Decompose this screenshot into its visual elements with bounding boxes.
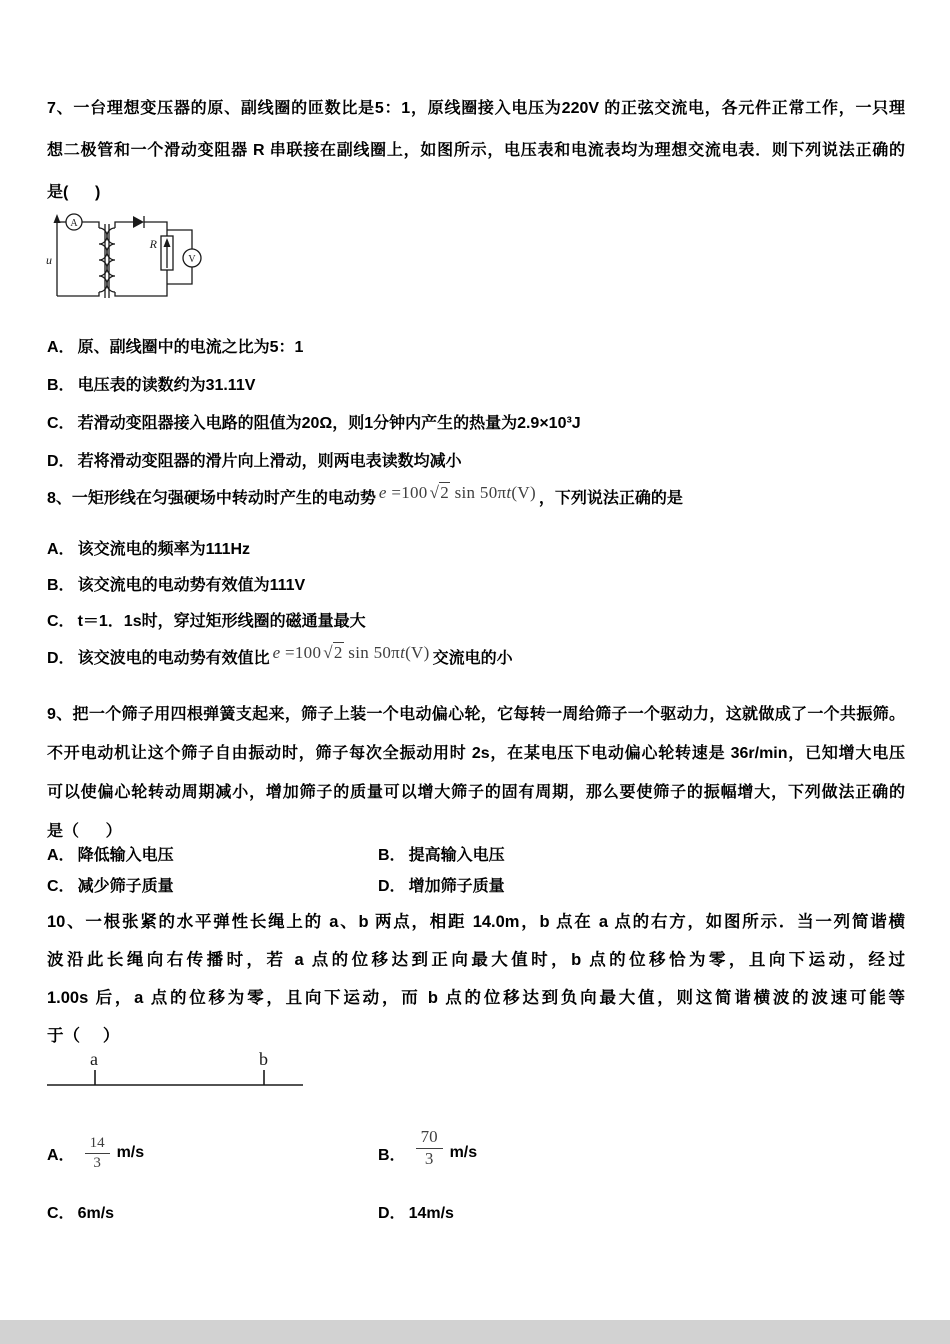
formula-radicand: 2 bbox=[440, 483, 450, 502]
q7-option-c bbox=[47, 405, 905, 443]
sqrt-sign: √ bbox=[429, 483, 440, 502]
q7-stem-line-3: 是( ) bbox=[47, 184, 101, 201]
q10-option-a-unit: m/s bbox=[116, 1144, 145, 1161]
diode-symbol bbox=[133, 216, 144, 228]
formula-var-e: e bbox=[378, 483, 387, 502]
formula-var-t: t bbox=[400, 643, 406, 662]
q10-option-c-label: C． bbox=[47, 1205, 75, 1222]
q10-stem-line-4: 于（ ） bbox=[47, 1027, 120, 1045]
q8-option-d-prefix: 该交波电的电动势有效值比 bbox=[77, 650, 270, 667]
q8-option-d-label: D． bbox=[47, 650, 75, 667]
q7-option-b bbox=[47, 367, 905, 405]
question-10-stem bbox=[47, 903, 905, 1055]
formula-var-e: e bbox=[272, 643, 281, 662]
q10-option-b-unit: m/s bbox=[449, 1144, 478, 1161]
formula-body: sin 50π bbox=[343, 643, 401, 662]
q8-option-b-label: B． bbox=[47, 577, 75, 594]
q7-option-c-text: 若滑动变阻器接入电路的阻值为20Ω，则1分钟内产生的热量为2.9×10³J bbox=[77, 415, 581, 432]
source-label: u bbox=[46, 253, 52, 267]
q10-option-a bbox=[47, 1126, 144, 1180]
transformer-circuit-diagram bbox=[45, 206, 215, 314]
formula-unit: (V) bbox=[511, 483, 536, 502]
q9-option-d-label: D． bbox=[378, 878, 406, 895]
formula-unit: (V) bbox=[405, 643, 430, 662]
q8-option-a bbox=[47, 532, 905, 568]
q7-option-b-label: B． bbox=[47, 377, 75, 394]
fraction-14-3 bbox=[85, 1134, 110, 1172]
q8-option-a-label: A． bbox=[47, 541, 75, 558]
q7-option-d-label: D． bbox=[47, 453, 75, 470]
rope-ab-diagram bbox=[47, 1048, 317, 1092]
q10-stem-line-3: 1.00s 后，a 点的位移为零，且向下运动，而 b 点的位移达到负向最大值，则这简谐横波的波速可能等 bbox=[47, 989, 905, 1007]
question-9-stem bbox=[47, 695, 905, 851]
q10-option-c-text: 6m/s bbox=[77, 1205, 115, 1222]
q9-option-c-text: 减少筛子质量 bbox=[77, 878, 174, 895]
q7-option-d-text: 若将滑动变阻器的滑片向上滑动，则两电表读数均减小 bbox=[77, 453, 462, 470]
ammeter-label: A bbox=[70, 218, 78, 229]
q9-stem-line-3: 可以使偏心轮转动周期减小，增加筛子的质量可以增大筛子的固有周期，那么要使筛子的振幅增大，下列做法正确的 bbox=[47, 784, 905, 801]
fraction-numerator: 14 bbox=[85, 1134, 110, 1154]
q7-stem-line-1: 7、一台理想变压器的原、副线圈的匝数比是5：1，原线圈接入电压为220V 的正弦交流电，各元件正常工作，一只理 bbox=[47, 100, 905, 117]
q10-option-d-text: 14m/s bbox=[408, 1205, 454, 1222]
point-b-label: b bbox=[259, 1049, 268, 1069]
formula-body: sin 50π bbox=[450, 483, 507, 502]
q10-stem-line-2: 波沿此长绳向右传播时，若 a 点的位移达到正向最大值时，b 点的位移恰为零，且向下运动，经过 bbox=[47, 951, 905, 969]
fraction-numerator: 70 bbox=[416, 1127, 443, 1149]
q8-option-b-text: 该交流电的电动势有效值为111V bbox=[77, 577, 306, 594]
q10-option-d-label: D． bbox=[378, 1205, 406, 1222]
question-9-options bbox=[47, 840, 905, 906]
fraction-denominator: 3 bbox=[93, 1155, 101, 1171]
primary-coil bbox=[99, 228, 107, 292]
formula-radicand: 2 bbox=[333, 643, 343, 662]
q9-stem-line-2: 不开电动机让这个筛子自由振动时，筛子每次全振动用时 2s，在某电压下电动偏心轮转速是 36r/min，已知增大电压 bbox=[47, 745, 905, 762]
q9-option-c bbox=[47, 871, 174, 902]
q9-option-c-label: C． bbox=[47, 878, 75, 895]
q7-stem-line-2: 想二极管和一个滑动变阻器 R 串联接在副线圈上，如图所示，电压表和电流表均为理想交流电表．则下列说法正确的 bbox=[47, 142, 905, 159]
q10-stem-line-1: 10、一根张紧的水平弹性长绳上的 a、b 两点，相距 14.0m，b 点在 a 点的右方，如图所示．当一列简谐横 bbox=[47, 913, 905, 931]
q9-option-a bbox=[47, 840, 174, 871]
page-bottom-edge bbox=[0, 1320, 950, 1344]
q8-option-a-text: 该交流电的频率为111Hz bbox=[77, 541, 251, 558]
voltmeter-label: V bbox=[188, 254, 196, 265]
q7-option-d bbox=[47, 443, 905, 481]
secondary-coil bbox=[107, 228, 115, 292]
q8-stem-prefix: 8、一矩形线在匀强硬场中转动时产生的电动势 bbox=[47, 490, 376, 507]
q7-option-a-text: 原、副线圈中的电流之比为5：1 bbox=[77, 339, 304, 356]
q9-option-a-label: A． bbox=[47, 847, 75, 864]
slider-arrow-head bbox=[164, 238, 171, 247]
q8-option-d-suffix: 交流电的小 bbox=[432, 650, 513, 667]
q9-option-b-label: B． bbox=[378, 847, 406, 864]
question-8-stem bbox=[47, 482, 905, 515]
q7-option-b-text: 电压表的读数约为31.11V bbox=[77, 377, 256, 394]
fraction-denominator: 3 bbox=[424, 1149, 434, 1168]
formula-eq: =100 bbox=[280, 643, 322, 662]
q7-option-a bbox=[47, 329, 905, 367]
question-10-options-row-1 bbox=[47, 1126, 905, 1180]
q10-option-b bbox=[378, 1126, 477, 1180]
point-a-label: a bbox=[90, 1049, 98, 1069]
q8-option-b bbox=[47, 568, 905, 604]
q8-option-c-label: C． bbox=[47, 613, 75, 630]
question-7-options bbox=[47, 329, 905, 481]
q9-option-a-text: 降低输入电压 bbox=[77, 847, 174, 864]
resistor-label: R bbox=[149, 237, 157, 251]
q8-option-d bbox=[47, 640, 905, 677]
q9-stem-line-4: 是（ ） bbox=[47, 823, 122, 840]
formula-var-t: t bbox=[506, 483, 512, 502]
q9-option-b bbox=[378, 840, 505, 871]
formula-eq: =100 bbox=[386, 483, 428, 502]
question-7-stem bbox=[47, 88, 905, 214]
fraction-70-3 bbox=[416, 1127, 443, 1170]
q10-option-a-label: A． bbox=[47, 1146, 75, 1164]
q8-option-c bbox=[47, 604, 905, 640]
voltmeter-branch bbox=[167, 230, 192, 249]
sqrt-sign: √ bbox=[323, 643, 333, 662]
q7-option-a-label: A． bbox=[47, 339, 75, 356]
q9-option-d bbox=[378, 871, 505, 902]
q9-option-b-text: 提高输入电压 bbox=[408, 847, 505, 864]
emf-formula bbox=[273, 643, 430, 662]
q10-option-c bbox=[47, 1198, 114, 1229]
q8-stem-suffix: ，下列说法正确的是 bbox=[538, 490, 683, 507]
q10-option-b-label: B． bbox=[378, 1146, 406, 1164]
question-8-options bbox=[47, 532, 905, 677]
q10-option-d bbox=[378, 1198, 454, 1229]
q7-option-c-label: C． bbox=[47, 415, 75, 432]
q9-option-d-text: 增加筛子质量 bbox=[408, 878, 505, 895]
emf-formula bbox=[379, 483, 536, 502]
q9-stem-line-1: 9、把一个筛子用四根弹簧支起来，筛子上装一个电动偏心轮，它每转一周给筛子一个驱动力，这就做成了一个共振筛。 bbox=[47, 706, 905, 723]
q8-option-c-text: t＝1．1s时，穿过矩形线圈的磁通量最大 bbox=[77, 613, 366, 630]
